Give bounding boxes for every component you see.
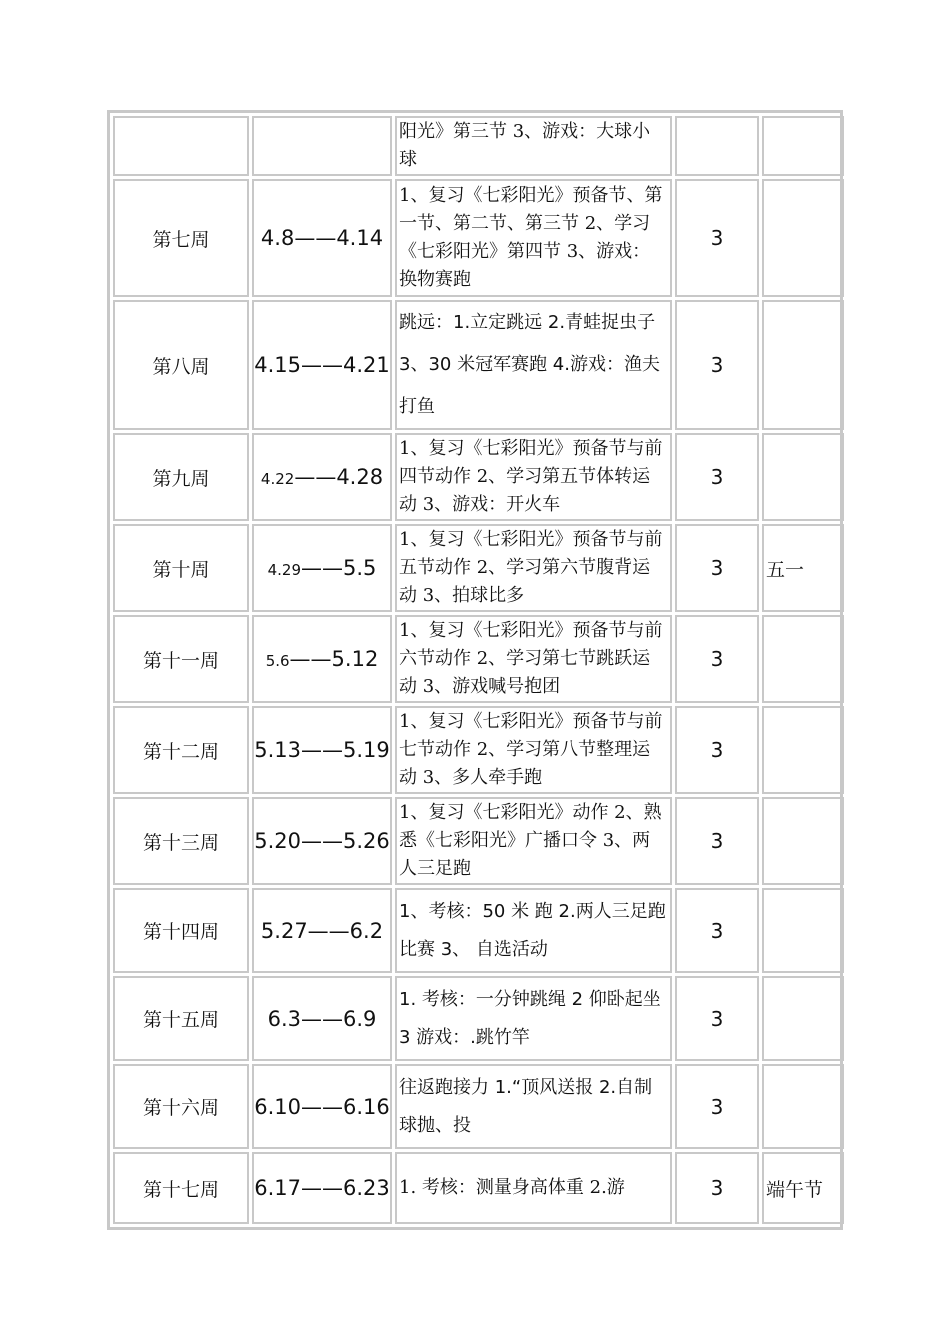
week-cell: 第十三周 — [113, 797, 249, 885]
hours-cell: 3 — [675, 300, 759, 430]
note-cell — [762, 706, 844, 794]
hours-cell: 3 — [675, 433, 759, 521]
date-range-cell: 6.10——6.16 — [252, 1064, 392, 1149]
lesson-content-cell: 1、复习《七彩阳光》动作 2、熟悉《七彩阳光》广播口令 3、两人三足跑 — [395, 797, 672, 885]
table-row — [113, 300, 844, 430]
week-cell: 第十二周 — [113, 706, 249, 794]
hours-cell: 3 — [675, 615, 759, 703]
date-range-cell — [252, 116, 392, 176]
date-start: 4.29 — [267, 561, 301, 579]
note-cell: 五一 — [762, 524, 844, 612]
date-range-cell — [252, 524, 392, 612]
lesson-content-cell: 1、复习《七彩阳光》预备节与前六节动作 2、学习第七节跳跃运动 3、游戏喊号抱团 — [395, 615, 672, 703]
date-range-cell: 5.13——5.19 — [252, 706, 392, 794]
note-cell — [762, 1064, 844, 1149]
lesson-content-cell: 1、复习《七彩阳光》预备节、第一节、第二节、第三节 2、学习《七彩阳光》第四节 3、游戏：换物赛跑 — [395, 179, 672, 297]
hours-cell: 3 — [675, 179, 759, 297]
date-range-cell: 4.8——4.14 — [252, 179, 392, 297]
hours-cell: 3 — [675, 706, 759, 794]
week-cell — [113, 116, 249, 176]
lesson-content-cell: 阳光》第三节 3、游戏：大球小球 — [395, 116, 672, 176]
week-cell: 第十四周 — [113, 888, 249, 973]
table-row — [113, 706, 844, 794]
date-end: ——5.5 — [301, 556, 377, 580]
hours-cell: 3 — [675, 524, 759, 612]
week-cell: 第十周 — [113, 524, 249, 612]
week-cell: 第八周 — [113, 300, 249, 430]
schedule-table-frame — [107, 110, 843, 1230]
table-row — [113, 615, 844, 703]
table-row — [113, 524, 844, 612]
date-range-cell: 4.15——4.21 — [252, 300, 392, 430]
lesson-content-cell: 1、考核：50 米 跑 2.两人三足跑比赛 3、 自选活动 — [395, 888, 672, 973]
table-row — [113, 888, 844, 973]
date-range-cell — [252, 615, 392, 703]
note-cell — [762, 888, 844, 973]
date-range-cell — [252, 433, 392, 521]
hours-cell — [675, 116, 759, 176]
date-start: 5.6 — [265, 652, 290, 670]
note-cell — [762, 300, 844, 430]
date-range-cell: 5.20——5.26 — [252, 797, 392, 885]
note-cell — [762, 615, 844, 703]
date-end: ——5.12 — [289, 647, 379, 671]
note-cell — [762, 797, 844, 885]
hours-cell: 3 — [675, 1152, 759, 1224]
lesson-content-cell: 1、复习《七彩阳光》预备节与前五节动作 2、学习第六节腹背运动 3、拍球比多 — [395, 524, 672, 612]
date-start: 4.22 — [260, 470, 295, 488]
week-cell: 第七周 — [113, 179, 249, 297]
hours-cell: 3 — [675, 797, 759, 885]
date-range-cell: 6.3——6.9 — [252, 976, 392, 1061]
week-cell: 第十五周 — [113, 976, 249, 1061]
week-cell: 第十一周 — [113, 615, 249, 703]
lesson-content-cell: 1. 考核：一分钟跳绳 2 仰卧起坐 3 游戏：.跳竹竿 — [395, 976, 672, 1061]
note-cell — [762, 116, 844, 176]
hours-cell: 3 — [675, 1064, 759, 1149]
week-cell: 第十七周 — [113, 1152, 249, 1224]
date-end: ——4.28 — [294, 465, 384, 489]
table-row — [113, 433, 844, 521]
lesson-content-cell: 往返跑接力 1.“顶风送报 2.自制球抛、投 — [395, 1064, 672, 1149]
note-cell — [762, 433, 844, 521]
note-cell: 端午节 — [762, 1152, 844, 1224]
table-row — [113, 179, 844, 297]
week-cell: 第十六周 — [113, 1064, 249, 1149]
table-row — [113, 116, 844, 176]
hours-cell: 3 — [675, 976, 759, 1061]
table-row — [113, 1064, 844, 1149]
table-row — [113, 797, 844, 885]
lesson-content-cell: 1、复习《七彩阳光》预备节与前四节动作 2、学习第五节体转运动 3、游戏：开火车 — [395, 433, 672, 521]
date-range-cell: 5.27——6.2 — [252, 888, 392, 973]
hours-cell: 3 — [675, 888, 759, 973]
lesson-content-cell: 跳远：1.立定跳远 2.青蛙捉虫子 3、30 米冠军赛跑 4.游戏：渔夫打鱼 — [395, 300, 672, 430]
lesson-content-cell: 1、复习《七彩阳光》预备节与前七节动作 2、学习第八节整理运动 3、多人牵手跑 — [395, 706, 672, 794]
note-cell — [762, 976, 844, 1061]
table-row — [113, 1152, 844, 1224]
table-row — [113, 976, 844, 1061]
week-cell: 第九周 — [113, 433, 249, 521]
lesson-content-cell: 1. 考核：测量身高体重 2.游 — [395, 1152, 672, 1224]
date-range-cell: 6.17——6.23 — [252, 1152, 392, 1224]
schedule-table — [110, 113, 847, 1227]
note-cell — [762, 179, 844, 297]
